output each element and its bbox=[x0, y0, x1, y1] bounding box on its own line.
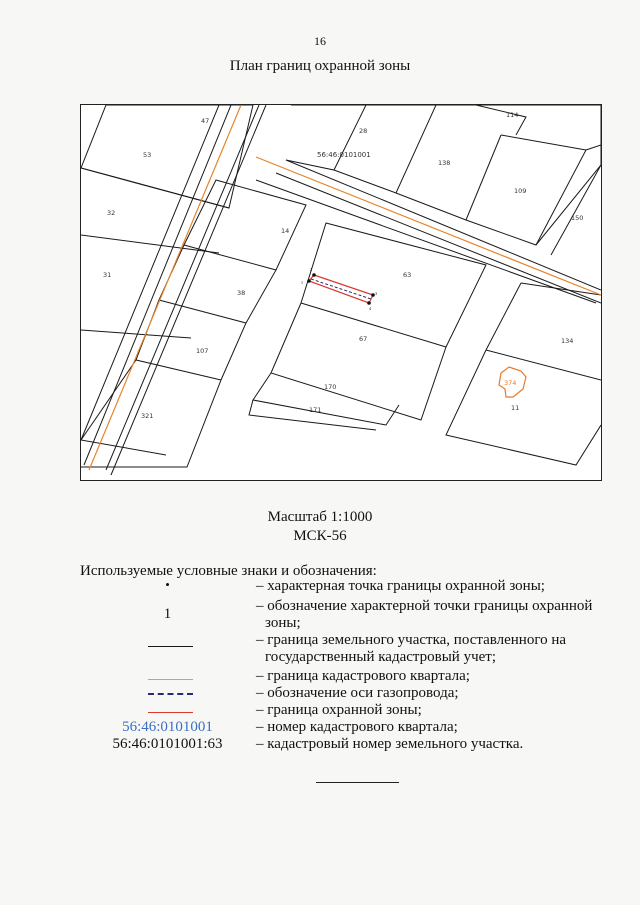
parcel-38 bbox=[159, 245, 276, 323]
parcel-28 bbox=[286, 105, 366, 170]
parcel-label: 67 bbox=[359, 335, 368, 343]
parcel-line-symbol bbox=[148, 646, 193, 647]
parcel-170 bbox=[253, 373, 399, 425]
parcel-150 bbox=[551, 165, 601, 255]
coordinate-system: МСК-56 bbox=[293, 528, 347, 544]
road-edge bbox=[106, 105, 259, 470]
parcel-edge bbox=[586, 145, 601, 150]
road-edge bbox=[276, 173, 601, 303]
parcel-label: 14 bbox=[281, 227, 290, 235]
parcel-label: 47 bbox=[201, 117, 210, 125]
scale-block bbox=[0, 508, 640, 546]
scale-label: Масштаб 1:1000 bbox=[267, 509, 373, 525]
quarter-number-symbol: 56:46:0101001 bbox=[122, 719, 213, 735]
protection-zone bbox=[301, 267, 377, 311]
gas-axis bbox=[311, 279, 371, 299]
point-2 bbox=[312, 273, 316, 277]
pipeline-horizontal bbox=[256, 157, 601, 295]
legend-text: – кадастровый номер земельного участка. bbox=[256, 736, 524, 752]
gas-pipelines bbox=[89, 105, 601, 470]
legend-title: Используемые условные знаки и обозначения: bbox=[80, 563, 377, 579]
legend-text: – граница земельного участка, поставленного на государственный кадастровый учет; bbox=[256, 632, 567, 665]
parcel-label: 134 bbox=[561, 337, 574, 345]
parcel-edge bbox=[466, 135, 501, 220]
parcel-171 bbox=[249, 400, 376, 430]
parcel-label: 38 bbox=[237, 289, 246, 297]
legend-item bbox=[80, 632, 620, 668]
point-1 bbox=[307, 279, 311, 283]
cadastral-map bbox=[80, 104, 602, 481]
parcel-label: 28 bbox=[359, 127, 368, 135]
parcel-11 bbox=[446, 350, 601, 465]
parcel-label: 32 bbox=[107, 209, 116, 217]
parcel-label: 63 bbox=[403, 271, 412, 279]
parcel-63 bbox=[301, 223, 486, 347]
parcel-label: 53 bbox=[143, 151, 152, 159]
point-label: 4 bbox=[369, 306, 371, 311]
parcel-label: 11 bbox=[511, 404, 520, 412]
legend-text: – характерная точка границы охранной зоны; bbox=[256, 578, 545, 594]
parcel-label: 138 bbox=[438, 159, 451, 167]
parcel-label: 321 bbox=[141, 412, 154, 420]
legend-text: – обозначение характерной точки границы охранной зоны; bbox=[256, 598, 593, 631]
parcel-134 bbox=[486, 283, 521, 350]
quarter-label: 56:46:0101001 bbox=[317, 151, 371, 159]
parcel-label: 109 bbox=[514, 187, 527, 195]
parcel-label: 114 bbox=[506, 111, 519, 119]
point-label: 3 bbox=[375, 291, 377, 296]
point-label: 2 bbox=[310, 267, 312, 272]
point-label: 1 bbox=[301, 280, 303, 285]
parcel-label: 171 bbox=[309, 406, 322, 414]
parcel-label: 107 bbox=[196, 347, 209, 355]
legend-text: – обозначение оси газопровода; bbox=[256, 685, 459, 701]
zone-line-symbol bbox=[148, 712, 193, 713]
point-symbol: • bbox=[165, 577, 170, 592]
parcel-138 bbox=[334, 105, 436, 193]
parcel-107 bbox=[136, 300, 246, 380]
legend-text: – номер кадастрового квартала; bbox=[256, 719, 458, 735]
legend-item bbox=[80, 598, 620, 634]
parcel-47-53 bbox=[81, 105, 253, 208]
parcel-label: 170 bbox=[324, 383, 337, 391]
pipeline-vertical bbox=[89, 105, 241, 470]
quarter-line-symbol bbox=[148, 679, 193, 680]
parcel-edge bbox=[486, 350, 601, 380]
separator-line bbox=[316, 782, 399, 783]
parcel-label: 150 bbox=[571, 214, 584, 222]
parcel-label: 31 bbox=[103, 271, 112, 279]
map-canvas bbox=[81, 105, 601, 480]
gas-axis-symbol bbox=[148, 693, 193, 695]
legend-text: – граница кадастрового квартала; bbox=[256, 668, 470, 684]
parcel-label: 374 bbox=[504, 379, 517, 387]
parcel-114 bbox=[476, 105, 526, 135]
parcel-boundaries bbox=[81, 105, 601, 475]
plan-title: План границ охранной зоны bbox=[229, 58, 411, 74]
page-number: 16 bbox=[314, 34, 326, 48]
legend-text: – граница охранной зоны; bbox=[256, 702, 422, 718]
parcel-edge bbox=[81, 105, 106, 168]
parcel-number-symbol: 56:46:0101001:63 bbox=[112, 736, 223, 752]
point-4 bbox=[367, 301, 371, 305]
point-number-symbol: 1 bbox=[163, 606, 172, 622]
